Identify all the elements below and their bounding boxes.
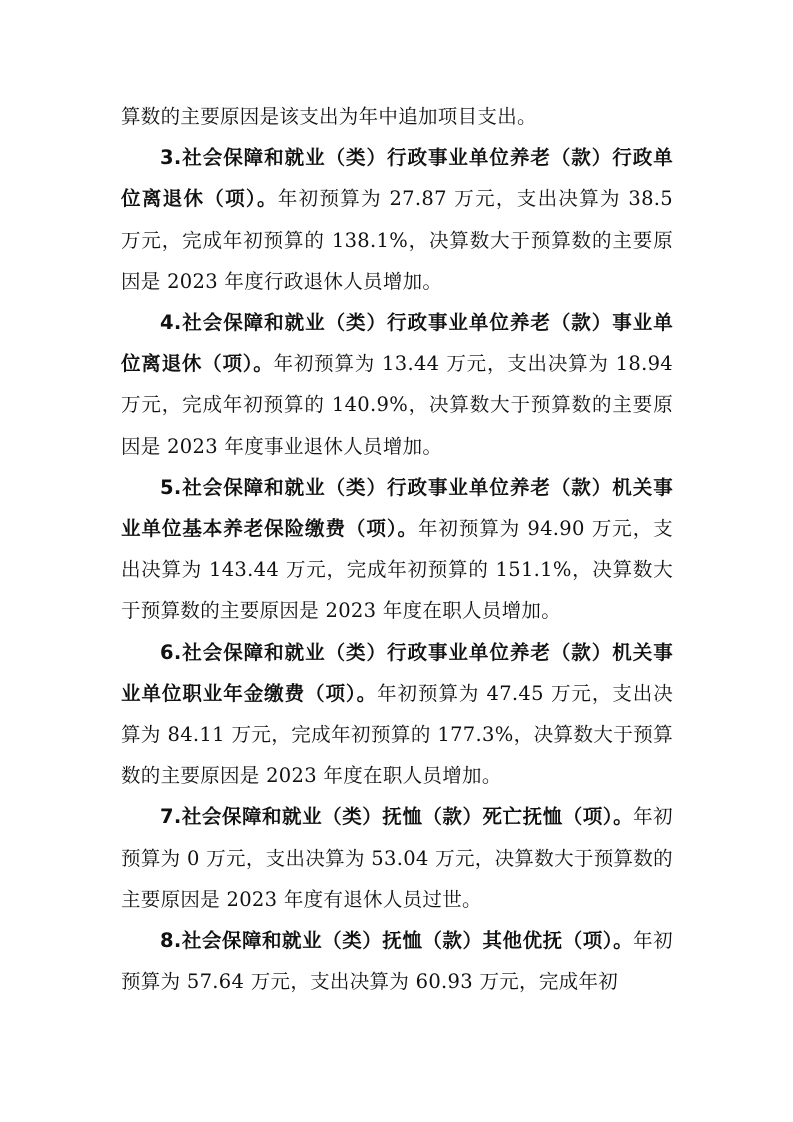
paragraph-body: 年初预算为 13.44 万元，支出决算为 18.94 万元，完成年初预算的 140.9%，决算数大于预算数的主要原因是 2023 年度事业退休人员增加。 (121, 352, 674, 458)
paragraph-body: 年初预算为 47.45 万元，支出决算为 84.11 万元，完成年初预算的 177.3%，决算数大于预算数的主要原因是 2023 年度在职人员增加。 (121, 681, 674, 788)
paragraph-item-7 (121, 796, 673, 920)
paragraph-heading: 8.社会保障和就业（类）抚恤（款）其他优抚（项）。 (160, 929, 634, 953)
paragraph-item-3 (121, 137, 673, 302)
paragraph-body: 年初预算为 94.90 万元，支出决算为 143.44 万元，完成年初预算的 151.1%，决算数大于预算数的主要原因是 2023 年度在职人员增加。 (121, 517, 673, 623)
paragraph-heading: 4.社会保障和就业（类）行政事业单位养老（款）事业单位离退休（项）。 (121, 311, 673, 376)
paragraph-item-4 (121, 302, 673, 467)
paragraph-continuation (121, 96, 673, 137)
paragraph-heading: 7.社会保障和就业（类）抚恤（款）死亡抚恤（项）。 (160, 805, 634, 829)
paragraph-heading: 3.社会保障和就业（类）行政事业单位养老（款）行政单位离退休（项）。 (121, 146, 673, 211)
paragraph-heading: 6.社会保障和就业（类）行政事业单位养老（款）机关事业单位职业年金缴费（项）。 (121, 640, 673, 705)
paragraph-item-8 (121, 920, 673, 1002)
paragraph-body: 年初预算为 57.64 万元，支出决算为 60.93 万元，完成年初 (121, 929, 673, 994)
paragraph-body: 年初预算为 27.87 万元，支出决算为 38.5 万元，完成年初预算的 138.1%，决算数大于预算数的主要原因是 2023 年度行政退休人员增加。 (121, 187, 673, 293)
paragraph-body: 算数的主要原因是该支出为年中追加项目支出。 (121, 105, 537, 128)
paragraph-heading: 5.社会保障和就业（类）行政事业单位养老（款）机关事业单位基本养老保险缴费（项）。 (121, 475, 673, 541)
paragraph-item-5 (121, 467, 673, 632)
paragraph-body: 年初预算为 0 万元，支出决算为 53.04 万元，决算数大于预算数的主要原因是 2023 年度有退休人员过世。 (121, 805, 673, 911)
document-page (121, 96, 673, 1002)
paragraph-item-6 (121, 632, 673, 797)
